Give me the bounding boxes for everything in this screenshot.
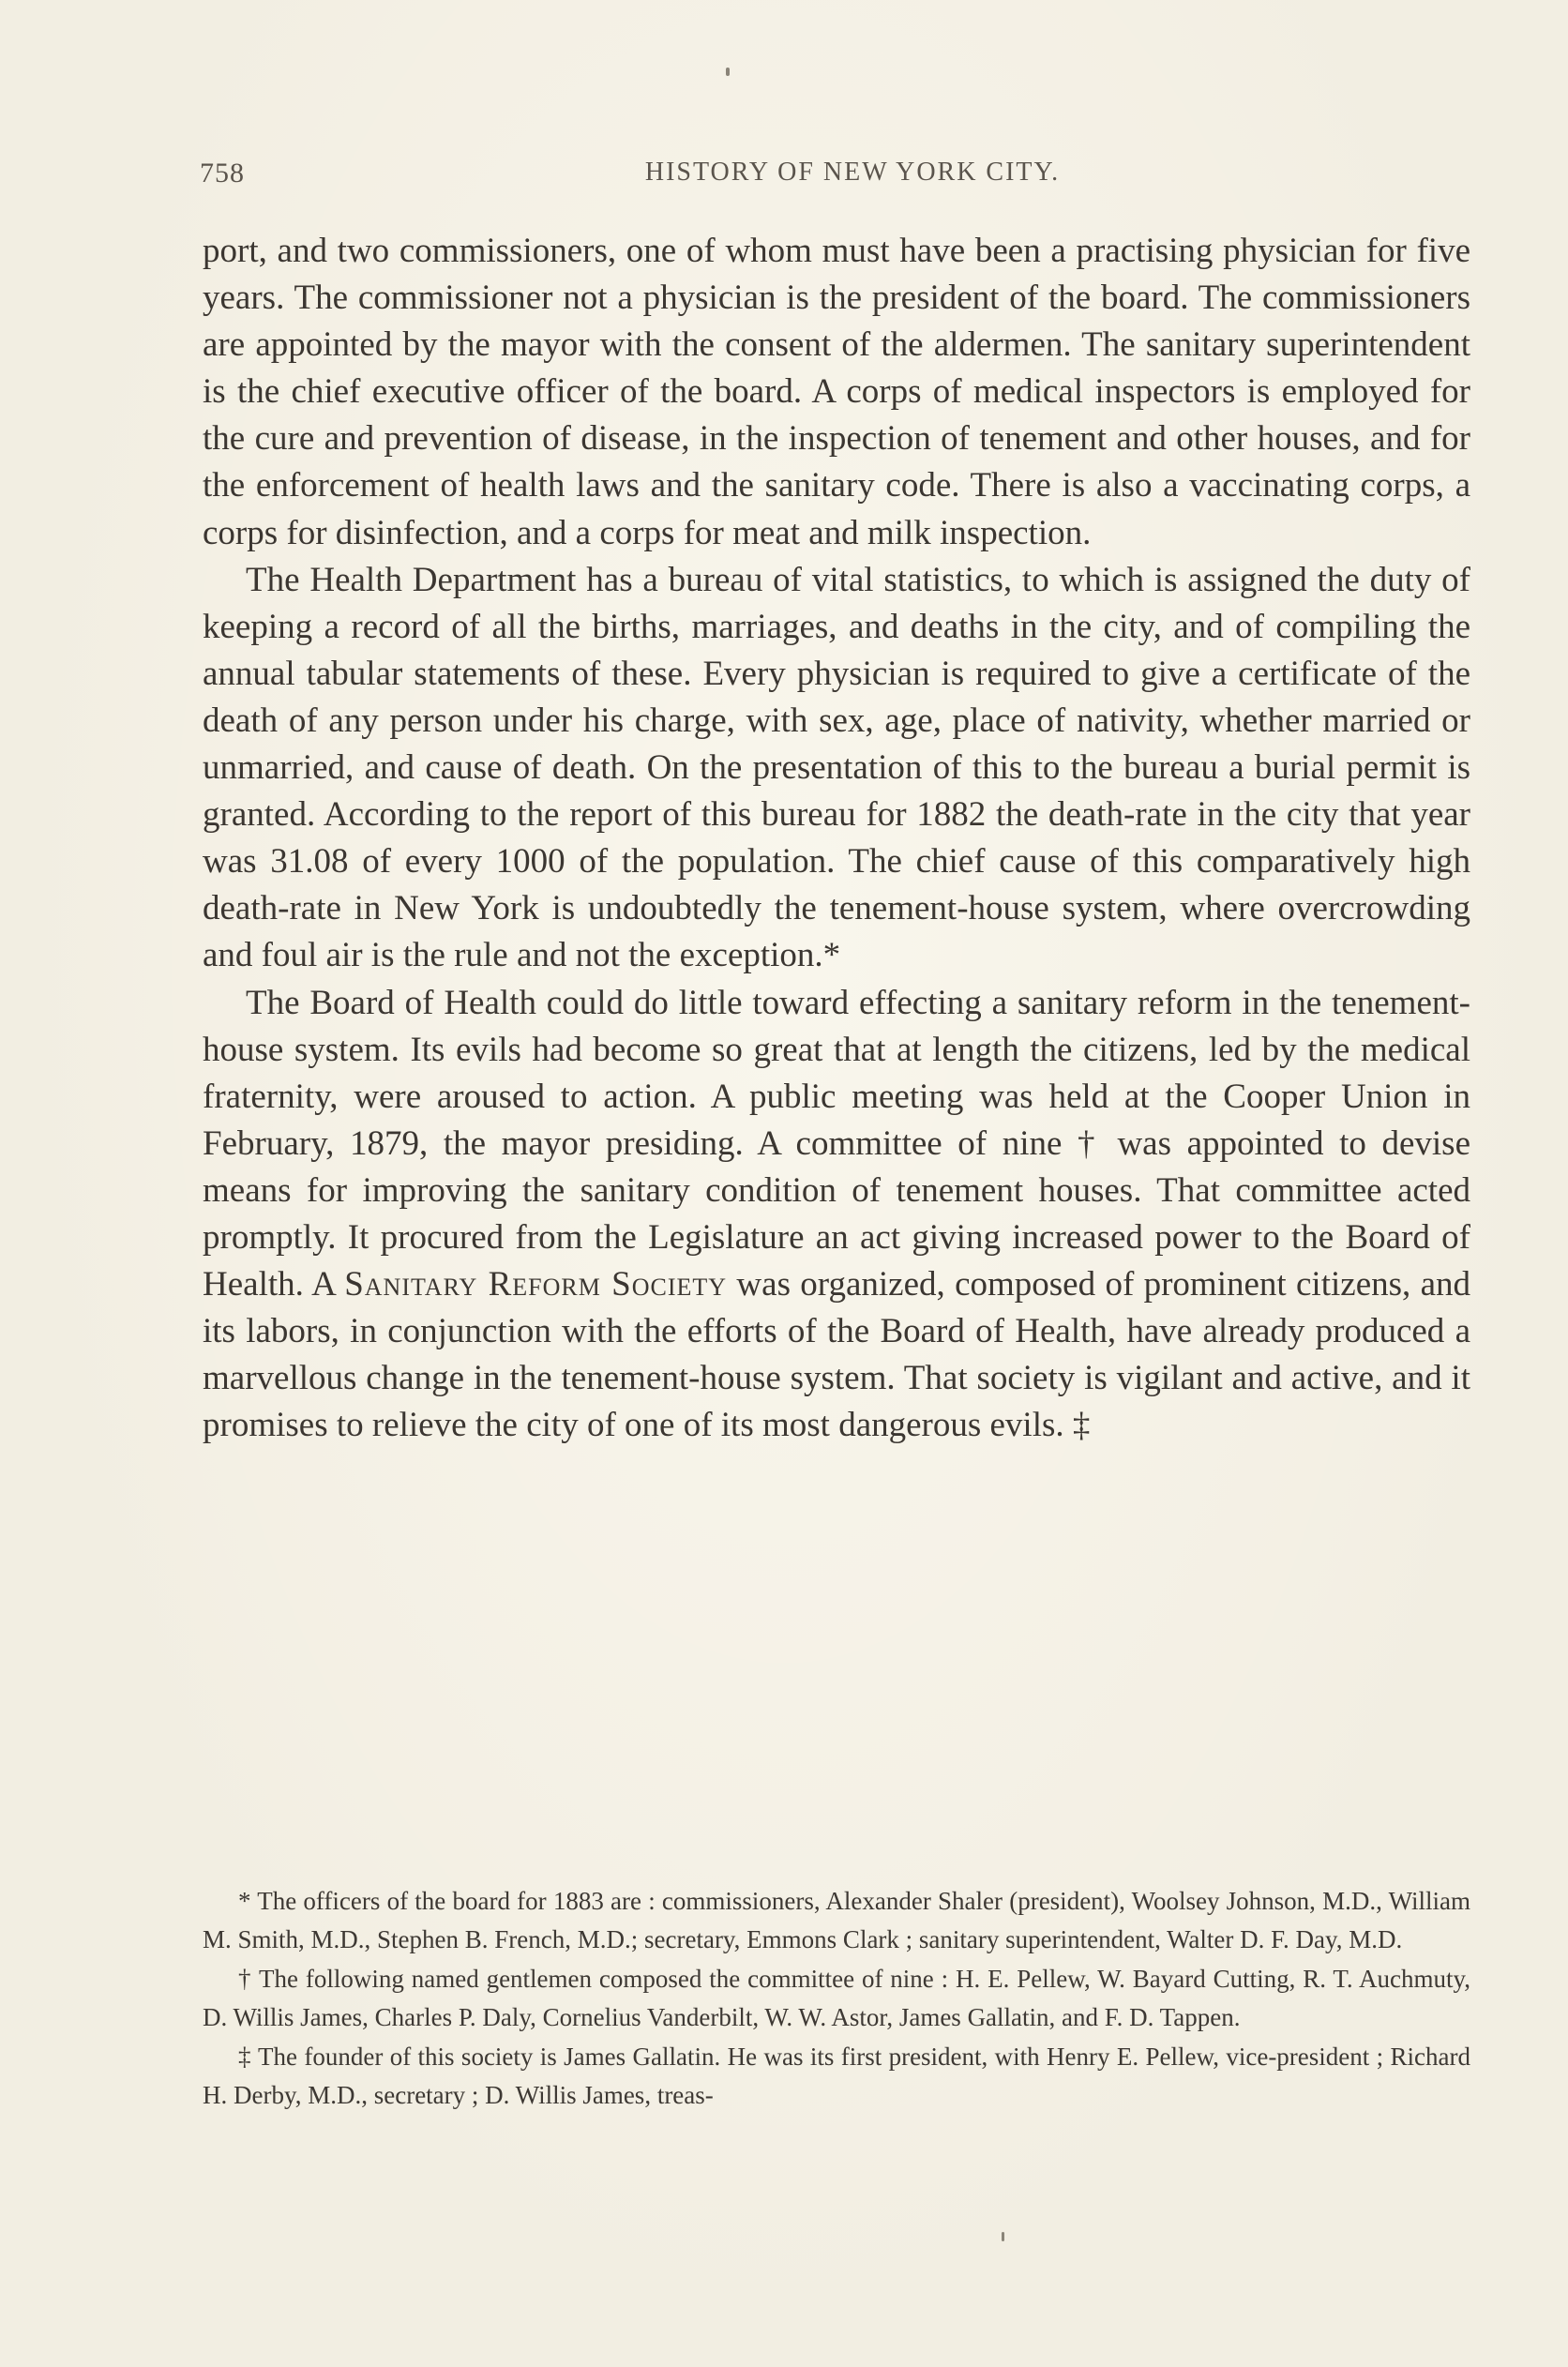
page-header	[200, 158, 1468, 195]
paragraph-1: port, and two commissioners, one of whom must have been a practising physician for five years. The commissioner not a physician is the president of the board. The commissioners are appointed by the mayor with the consent of the aldermen. The sanitary superintendent is the chief executive officer of the board. A corps of medical inspectors is employed for the cure and prevention of disease, in the inspection of tenement and other houses, and for the enforcement of health laws and the sanitary code. There is also a vaccinating corps, a corps for disinfection, and a corps for meat and milk inspection.	[203, 232, 1470, 552]
paragraph-3	[203, 980, 1470, 1450]
paragraph-3-text-b: was organized, composed of prominent citizens, and its labors, in conjunction with the efforts of the Board of Health, have already produced a marvellous change in the tenement-house system. That society is vigilant and active, and it promises to relieve the city of one of its most dangerous evils. ‡	[203, 1265, 1471, 1445]
footnote-3: ‡ The founder of this society is James Gallatin. He was its first president, with Henry E. Pellew, vice-president ; Richard H. Derby, M.D., secretary ; D. Willis James, treas-	[203, 2043, 1470, 2109]
paragraph-2: The Health Department has a bureau of vital statistics, to which is assigned the duty of keeping a record of all the births, marriages, and deaths in the city, and of compiling the annual tabular statements of these. Every physician is required to give a certificate of the death of any person under his charge, with sex, age, place of nativity, whether married or unmarried, and cause of death. On the presentation of this to the bureau a burial permit is granted. According to the report of this bureau for 1882 the death-rate in the city that year was 31.08 of every 1000 of the population. The chief cause of this comparatively high death-rate in New York is undoubtedly the tenement-house system, where overcrowding and foul air is the rule and not the exception.*	[203, 560, 1470, 975]
page-number: 758	[200, 158, 245, 188]
society-name: Sanitary Reform Society	[344, 1265, 728, 1304]
footnote-2: † The following named gentlemen composed the committee of nine : H. E. Pellew, W. Bayard Cutting, R. T. Auchmuty, D. Willis James, Charles P. Daly, Cornelius Vanderbilt, W. W. Astor, James Gallatin, and F. D. Tappen.	[203, 1965, 1470, 2031]
footnotes	[203, 1882, 1470, 2117]
running-head: HISTORY OF NEW YORK CITY.	[644, 158, 1061, 187]
body-text	[203, 228, 1470, 1449]
paragraph-3-text-a: The Board of Health could do little toward effecting a sanitary reform in the tenement-house system. Its evils had become so great that at length the citizens, led by the medical fraternity, were aroused to action. A public meeting was held at the Cooper Union in February, 1879, the mayor presiding. A committee of nine † was appointed to devise means for improving the sanitary condition of tenement houses. That committee acted promptly. It procured from the Legislature an act giving increased power to the Board of Health. A	[203, 983, 1470, 1304]
ink-speck-top	[726, 68, 730, 76]
ink-speck-bottom	[1002, 2232, 1004, 2241]
footnote-1: * The officers of the board for 1883 are : commissioners, Alexander Shaler (president), Woolsey Johnson, M.D., William M. Smith, M.D., Stephen B. French, M.D.; secretary, Emmons Clark ; sanitary superintendent, Walter D. F. Day, M.D.	[203, 1887, 1470, 1953]
